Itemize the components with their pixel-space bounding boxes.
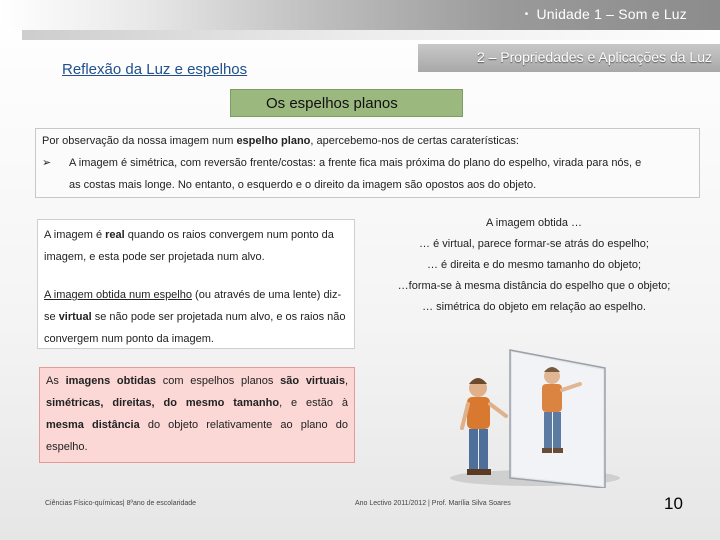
summary-text: , e estão à xyxy=(279,397,348,409)
p2-underlined: A imagem obtida num espelho xyxy=(44,289,192,301)
subtitle-banner xyxy=(418,44,720,72)
summary-text: As xyxy=(46,375,66,387)
footer-course: Ciências Físico-químicas| 8ºano de escolaridade xyxy=(45,500,197,507)
image-properties-list xyxy=(370,213,698,318)
p2-text-end: se não pode ser projetada num alvo, e os raios não convergem num ponto da imagem. xyxy=(44,311,346,345)
summary-bold: imagens obtidas xyxy=(65,375,157,387)
intro-box xyxy=(35,128,700,198)
bullet-icon: • xyxy=(524,9,529,20)
real-image-paragraph xyxy=(44,224,348,268)
arrow-bullet-icon: ➢ xyxy=(42,157,52,169)
summary-bold: simétricas, direitas, do mesmo tamanho xyxy=(46,397,280,409)
property-item: … é direita e do mesmo tamanho do objeto; xyxy=(426,259,641,271)
heading-box xyxy=(230,89,463,117)
summary-bold: são virtuais xyxy=(280,375,345,387)
unit-title-text: Unidade 1 – Som e Luz xyxy=(536,6,687,22)
property-item: … simétrica do objeto em relação ao espelho. xyxy=(422,301,646,313)
intro-bullet xyxy=(42,152,693,174)
summary-text: com espelhos planos xyxy=(156,375,281,387)
intro-bold-text: espelho plano xyxy=(236,135,311,147)
subtitle: 2 – Propriedades e Aplicações da Luz xyxy=(476,49,712,65)
summary-box xyxy=(39,367,355,463)
property-item: …forma-se à mesma distância do espelho que o objeto; xyxy=(397,280,671,292)
footer-author: Ano Lectivo 2011/2012 | Prof. Marília Silva Soares xyxy=(355,500,511,507)
p1-text: A imagem é xyxy=(44,229,106,241)
boy-figure xyxy=(462,378,506,475)
summary-bold: mesma distância xyxy=(46,419,140,431)
p1-text-end: quando os raios convergem num ponto da imagem, e esta pode ser projetada num alvo. xyxy=(44,229,334,263)
property-title: A imagem obtida … xyxy=(486,217,582,229)
p2-bold: virtual xyxy=(58,311,92,323)
real-virtual-box xyxy=(37,219,355,349)
p1-bold: real xyxy=(105,229,125,241)
unit-title xyxy=(525,6,687,22)
page-number: 10 xyxy=(664,494,683,513)
top-bar xyxy=(0,0,720,30)
page-heading: Os espelhos planos xyxy=(266,95,398,112)
summary-text: do objeto relativamente ao plano do espelho. xyxy=(46,419,349,453)
p2-text: (ou através de uma lente) diz-se xyxy=(44,289,342,323)
summary-text: , xyxy=(344,375,349,387)
intro-bullet-line2: as costas mais longe. No entanto, o esquerdo e o direito da imagem são opostos aos do objeto. xyxy=(69,179,537,191)
property-item: … é virtual, parece formar-se atrás do espelho; xyxy=(419,238,649,250)
virtual-image-paragraph xyxy=(44,284,348,350)
header-rule xyxy=(22,30,712,40)
intro-line xyxy=(42,130,693,152)
spacer xyxy=(44,268,348,284)
intro-bullet-line1: A imagem é simétrica, com reversão frente/costas: a frente fica mais próxima do plano do espelho, virada para nós, e xyxy=(69,157,642,169)
intro-text-end: , apercebemo-nos de certas caraterísticas: xyxy=(310,135,519,147)
section-title: Reflexão da Luz e espelhos xyxy=(62,61,248,78)
mirror-reflection-boy-illustration xyxy=(440,338,620,488)
intro-text: Por observação da nossa imagem num xyxy=(42,135,237,147)
